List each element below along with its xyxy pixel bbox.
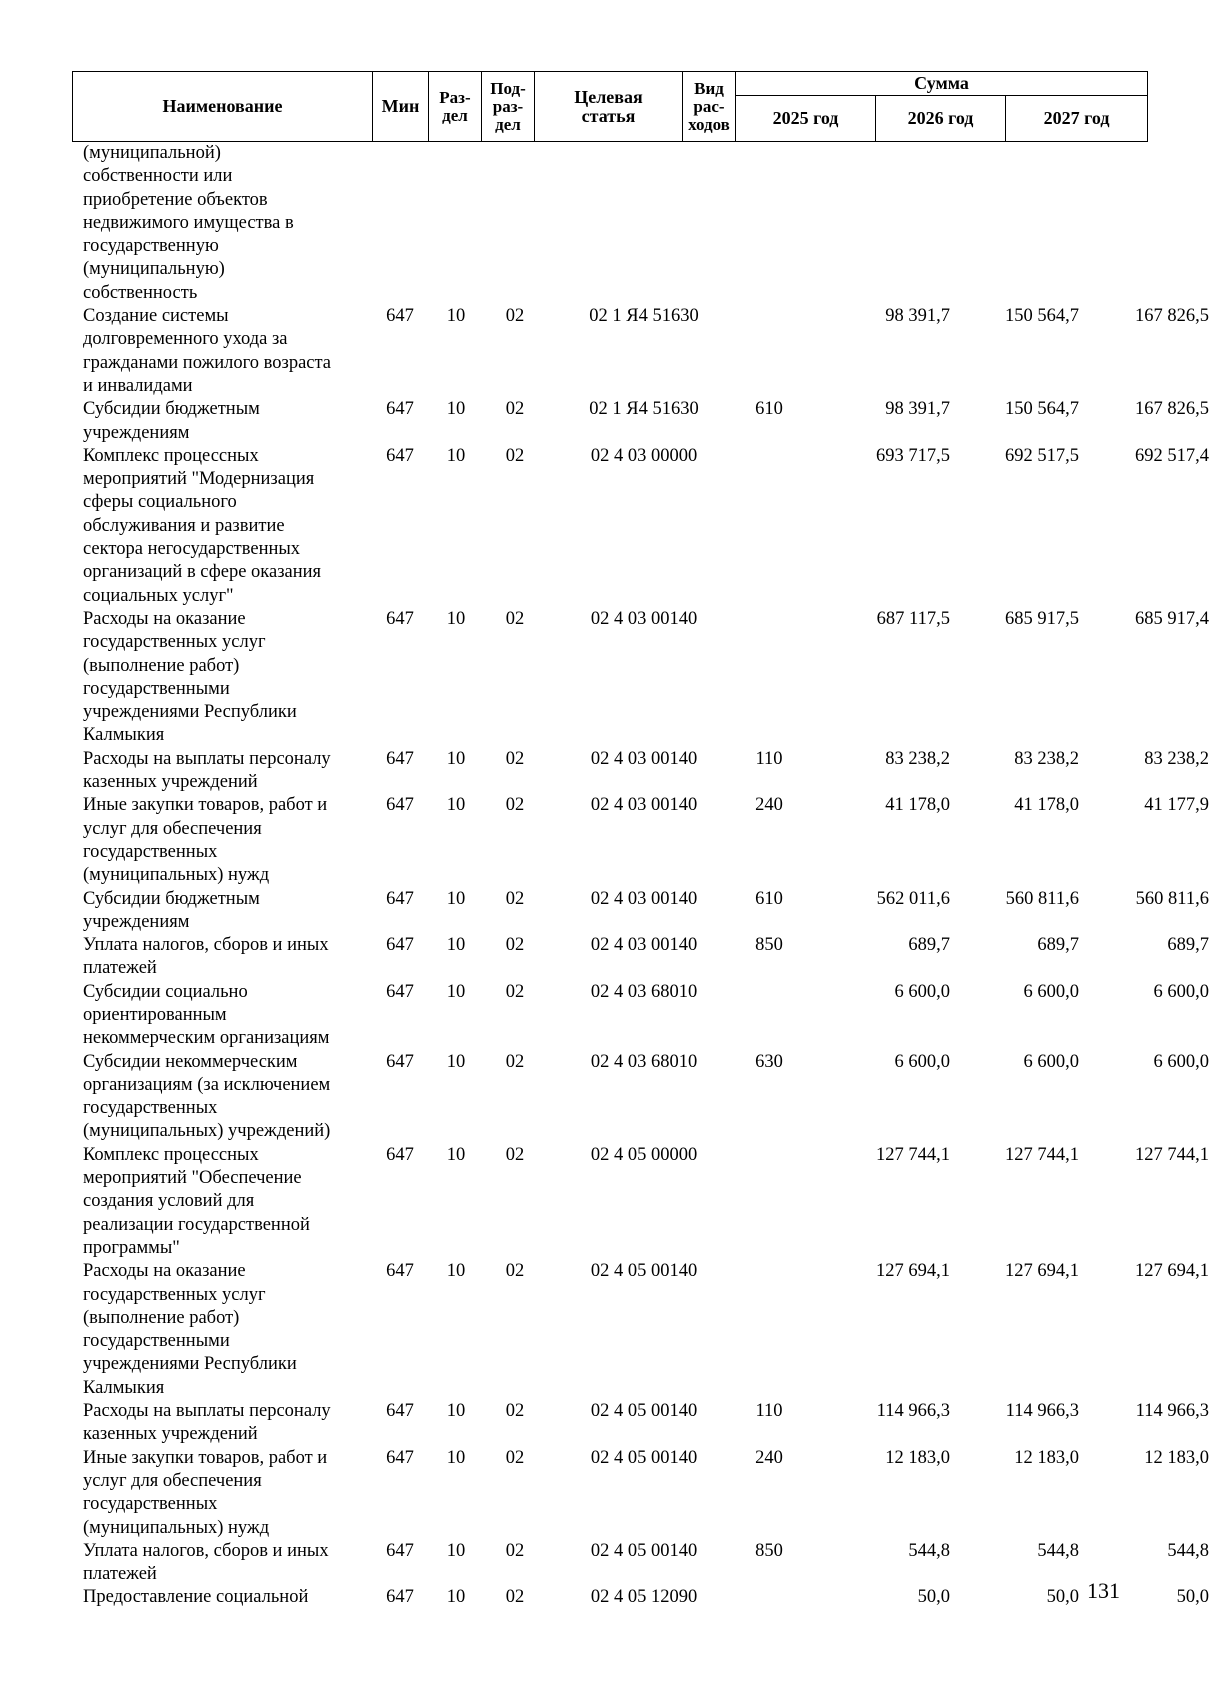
row-y2026: 150 564,7 [1005, 306, 1079, 327]
row-min: 647 [386, 1540, 414, 1561]
row-name: Уплата налогов, сборов и иных платежей [83, 1540, 329, 1585]
row-name: Уплата налогов, сборов и иных платежей [83, 935, 329, 979]
row-y2026: 150 564,7 [1005, 399, 1079, 420]
row-razdel: 10 [446, 1051, 466, 1072]
row-celevaya: 02 4 03 00140 [590, 608, 698, 629]
row-y2026: 6 600,0 [1023, 981, 1079, 1002]
row-celevaya: 02 4 05 00140 [590, 1401, 698, 1422]
row-y2025: 544,8 [908, 1540, 950, 1561]
row-min: 647 [386, 981, 414, 1002]
row-y2025: 127 744,1 [876, 1144, 950, 1165]
row-name: Иные закупки товаров, работ и услуг для обеспечения государственных (муниципальных) нужд [83, 1447, 328, 1538]
table-row [72, 445, 1209, 608]
row-celevaya: 02 4 03 00140 [590, 888, 698, 909]
table-row [72, 1447, 1209, 1540]
row-min: 647 [386, 748, 414, 769]
row-name: Расходы на оказание государственных услуг (выполнение работ) государственными учреждениями Республики Калмыкия [83, 608, 297, 746]
row-y2025: 562 011,6 [876, 888, 950, 909]
row-razdel: 10 [446, 608, 466, 629]
row-y2026: 685 917,5 [1005, 608, 1079, 629]
row-y2027: 685 917,4 [1135, 608, 1209, 629]
row-y2025: 98 391,7 [885, 306, 950, 327]
row-podrazdel: 02 [505, 1401, 525, 1422]
row-name: Комплекс процессных мероприятий "Модернизация сферы социального обслуживания и развитие сектора негосударственных организаций в сфере оказания социальных услуг" [83, 445, 322, 606]
row-y2027: 689,7 [1167, 935, 1209, 956]
row-celevaya: 02 4 05 00000 [590, 1144, 698, 1165]
row-vid: 240 [755, 1447, 783, 1468]
row-min: 647 [386, 399, 414, 420]
row-name: Иные закупки товаров, работ и услуг для обеспечения государственных (муниципальных) нужд [83, 795, 328, 886]
row-name: Создание системы долговременного ухода за гражданами пожилого возраста и инвалидами [83, 306, 332, 396]
row-name: Субсидии бюджетным учреждениям [83, 399, 260, 443]
row-y2026: 41 178,0 [1014, 795, 1079, 816]
row-name: Субсидии некоммерческим организациям (за исключением государственных (муниципальных) учреждений) [83, 1051, 331, 1142]
row-name: Расходы на выплаты персоналу казенных учреждений [83, 748, 331, 793]
row-y2027: 41 177,9 [1144, 795, 1209, 816]
row-min: 647 [386, 445, 414, 466]
row-y2026: 50,0 [1046, 1587, 1079, 1608]
row-vid: 630 [755, 1051, 783, 1072]
row-celevaya: 02 4 03 00140 [590, 795, 698, 816]
row-podrazdel: 02 [505, 1587, 525, 1608]
row-y2025: 41 178,0 [885, 795, 950, 816]
row-podrazdel: 02 [505, 748, 525, 769]
row-y2026: 692 517,5 [1005, 445, 1079, 466]
table-row [72, 934, 1209, 981]
row-razdel: 10 [446, 1261, 466, 1282]
header-2026: 2026 год [876, 96, 1006, 142]
table-header [72, 71, 1148, 142]
row-y2026: 560 811,6 [1005, 888, 1079, 909]
row-celevaya: 02 1 Я4 51630 [589, 399, 699, 420]
row-razdel: 10 [446, 1540, 466, 1561]
row-y2025: 98 391,7 [885, 399, 950, 420]
row-celevaya: 02 4 03 68010 [590, 1051, 698, 1072]
row-vid: 610 [755, 888, 783, 909]
row-razdel: 10 [446, 1144, 466, 1165]
row-y2027: 167 826,5 [1135, 399, 1209, 420]
header-summa: Сумма [736, 72, 1148, 96]
row-y2025: 693 717,5 [876, 445, 950, 466]
row-vid: 850 [755, 935, 783, 956]
row-razdel: 10 [446, 888, 466, 909]
row-podrazdel: 02 [505, 445, 525, 466]
row-podrazdel: 02 [505, 1051, 525, 1072]
header-celevaya: Целевая статья [535, 72, 683, 142]
row-y2026: 127 744,1 [1005, 1144, 1079, 1165]
row-y2026: 83 238,2 [1014, 748, 1079, 769]
row-y2027: 6 600,0 [1153, 1051, 1209, 1072]
table-row [72, 398, 1209, 445]
row-y2027: 544,8 [1167, 1540, 1209, 1561]
row-y2027: 6 600,0 [1153, 981, 1209, 1002]
row-razdel: 10 [446, 795, 466, 816]
row-min: 647 [386, 1051, 414, 1072]
row-min: 647 [386, 1401, 414, 1422]
row-y2027: 114 966,3 [1135, 1401, 1209, 1422]
header-podrazdel: Под- раз- дел [482, 72, 535, 142]
row-vid: 850 [755, 1540, 783, 1561]
row-podrazdel: 02 [505, 981, 525, 1002]
row-y2025: 687 117,5 [876, 608, 950, 629]
table-row [72, 305, 1209, 398]
row-podrazdel: 02 [505, 1261, 525, 1282]
row-min: 647 [386, 1144, 414, 1165]
row-podrazdel: 02 [505, 795, 525, 816]
table-row [72, 142, 1147, 305]
table-row [72, 1586, 1209, 1609]
row-podrazdel: 02 [505, 1447, 525, 1468]
table-row [72, 794, 1209, 887]
header-vid: Вид рас- ходов [683, 72, 736, 142]
row-min: 647 [386, 1261, 414, 1282]
row-name: Расходы на оказание государственных услуг (выполнение работ) государственными учреждениями Республики Калмыкия [83, 1261, 297, 1398]
row-celevaya: 02 4 05 12090 [590, 1587, 698, 1608]
row-y2027: 127 744,1 [1135, 1144, 1209, 1165]
row-name: Предоставление социальной [83, 1587, 309, 1608]
row-min: 647 [386, 935, 414, 956]
row-y2025: 12 183,0 [885, 1447, 950, 1468]
row-min: 647 [386, 1447, 414, 1468]
row-y2025: 689,7 [908, 935, 950, 956]
row-y2026: 544,8 [1037, 1540, 1079, 1561]
row-min: 647 [386, 888, 414, 909]
row-celevaya: 02 4 05 00140 [590, 1447, 698, 1468]
row-razdel: 10 [446, 981, 466, 1002]
row-celevaya: 02 4 05 00140 [590, 1540, 698, 1561]
table-row [72, 888, 1209, 935]
row-y2027: 167 826,5 [1135, 306, 1209, 327]
page-number: 131 [1087, 1578, 1120, 1603]
row-podrazdel: 02 [505, 1540, 525, 1561]
table-row [72, 1051, 1209, 1144]
row-min: 647 [386, 795, 414, 816]
row-y2025: 6 600,0 [894, 981, 950, 1002]
header-razdel: Раз- дел [429, 72, 482, 142]
row-y2026: 127 694,1 [1005, 1261, 1079, 1282]
row-name: Субсидии бюджетным учреждениям [83, 888, 260, 932]
table-row [72, 1144, 1209, 1260]
row-podrazdel: 02 [505, 608, 525, 629]
row-y2027: 560 811,6 [1135, 888, 1209, 909]
row-vid: 240 [755, 795, 783, 816]
row-y2026: 6 600,0 [1023, 1051, 1079, 1072]
row-celevaya: 02 4 03 68010 [590, 981, 698, 1002]
table-row [72, 981, 1209, 1051]
row-celevaya: 02 4 03 00000 [590, 445, 698, 466]
row-podrazdel: 02 [505, 306, 525, 327]
row-y2026: 689,7 [1037, 935, 1079, 956]
row-razdel: 10 [446, 1447, 466, 1468]
table-row [72, 1540, 1209, 1587]
row-razdel: 10 [446, 935, 466, 956]
row-razdel: 10 [446, 445, 466, 466]
row-y2027: 50,0 [1176, 1587, 1209, 1608]
row-name: Субсидии социально ориентированным некоммерческим организациям [83, 981, 330, 1049]
row-y2025: 127 694,1 [876, 1261, 950, 1282]
row-podrazdel: 02 [505, 888, 525, 909]
header-2027: 2027 год [1006, 96, 1148, 142]
row-y2025: 6 600,0 [894, 1051, 950, 1072]
row-y2026: 12 183,0 [1014, 1447, 1079, 1468]
row-name: Расходы на выплаты персоналу казенных учреждений [83, 1401, 331, 1445]
row-razdel: 10 [446, 748, 466, 769]
row-celevaya: 02 4 03 00140 [590, 935, 698, 956]
row-celevaya: 02 4 03 00140 [590, 748, 698, 769]
row-razdel: 10 [446, 1587, 466, 1608]
header-min: Мин [373, 72, 429, 142]
row-y2025: 83 238,2 [885, 748, 950, 769]
table-row [72, 748, 1209, 795]
header-name: Наименование [73, 72, 373, 142]
row-podrazdel: 02 [505, 1144, 525, 1165]
row-y2026: 114 966,3 [1005, 1401, 1079, 1422]
row-y2027: 127 694,1 [1135, 1261, 1209, 1282]
row-celevaya: 02 4 05 00140 [590, 1261, 698, 1282]
row-podrazdel: 02 [505, 935, 525, 956]
row-razdel: 10 [446, 1401, 466, 1422]
table-row [72, 608, 1209, 748]
row-vid: 110 [755, 1401, 783, 1422]
row-razdel: 10 [446, 306, 466, 327]
row-min: 647 [386, 306, 414, 327]
table-row [72, 1260, 1209, 1400]
row-min: 647 [386, 608, 414, 629]
row-name: Комплекс процессных мероприятий "Обеспечение создания условий для реализации государственной программы" [83, 1144, 310, 1258]
table-body [72, 142, 1209, 1610]
row-y2027: 83 238,2 [1144, 748, 1209, 769]
row-celevaya: 02 1 Я4 51630 [589, 306, 699, 327]
row-y2025: 50,0 [917, 1587, 950, 1608]
row-podrazdel: 02 [505, 399, 525, 420]
row-min: 647 [386, 1587, 414, 1608]
row-y2027: 692 517,4 [1135, 445, 1209, 466]
row-name: (муниципальной) собственности или приобретение объектов недвижимого имущества в государственную (муниципальную) собственность [83, 143, 294, 303]
table-row [72, 1400, 1209, 1447]
row-vid: 610 [755, 399, 783, 420]
row-y2027: 12 183,0 [1144, 1447, 1209, 1468]
row-y2025: 114 966,3 [876, 1401, 950, 1422]
row-vid: 110 [755, 748, 783, 769]
header-2025: 2025 год [736, 96, 876, 142]
row-razdel: 10 [446, 399, 466, 420]
